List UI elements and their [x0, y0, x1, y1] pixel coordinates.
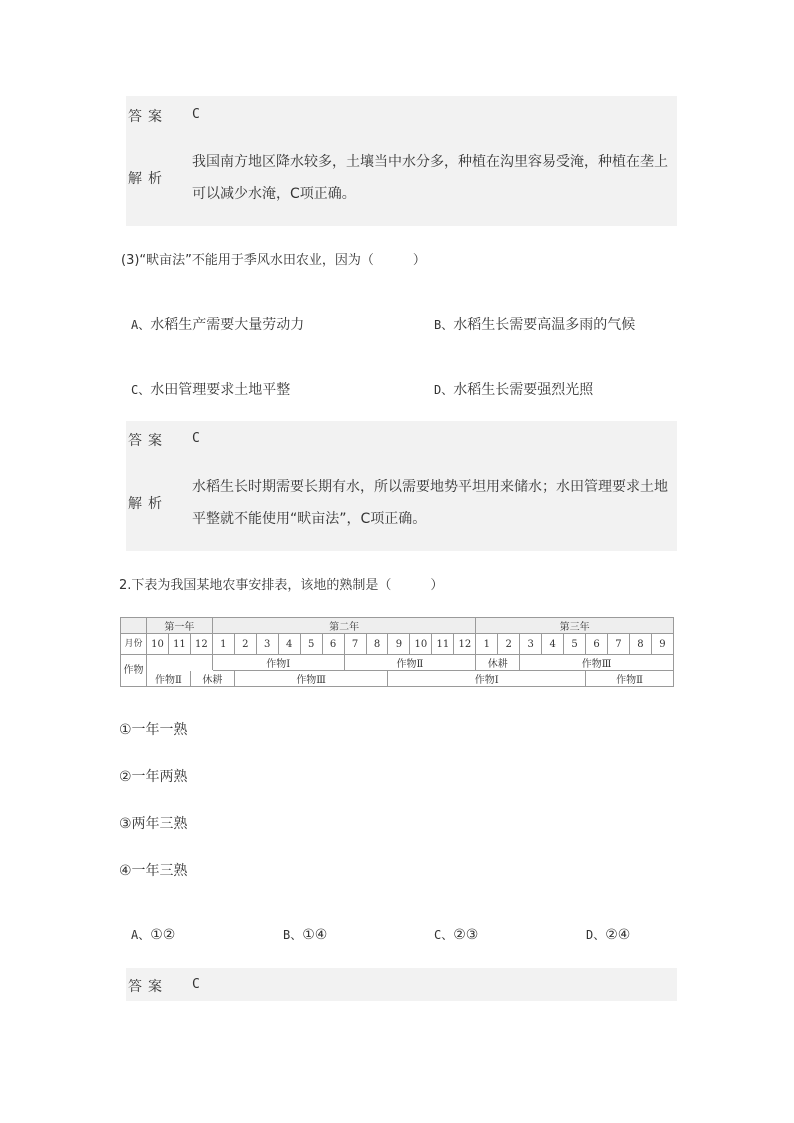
crop-cell: 作物Ⅱ [344, 655, 476, 671]
analysis-text [192, 146, 676, 210]
crop-cell: 作物Ⅱ [586, 671, 674, 687]
option-d[interactable] [586, 926, 630, 943]
month-cell: 4 [278, 634, 300, 655]
month-row [121, 634, 674, 655]
option-c[interactable] [131, 379, 290, 399]
analysis-line: 我国南方地区降水较多，土壤当中水分多，种植在沟里容易受淹，种植在垄上 [192, 154, 668, 170]
month-cell: 1 [212, 634, 234, 655]
answer-analysis-box-2 [126, 421, 677, 551]
option-letter: D、 [586, 928, 606, 942]
option-text: 水稻生长需要高温多雨的气候 [453, 317, 636, 333]
month-cell: 6 [322, 634, 344, 655]
option-text: 水稻生长需要强烈光照 [453, 382, 594, 398]
month-cell: 6 [586, 634, 608, 655]
crop-cell: 作物Ⅰ [212, 655, 344, 671]
option-text: 水稻生产需要大量劳动力 [150, 317, 305, 333]
month-cell: 3 [256, 634, 278, 655]
option-text: 水田管理要求土地平整 [150, 382, 291, 398]
option-c[interactable] [434, 926, 478, 943]
choice-item: ④一年三熟 [119, 863, 188, 879]
year-cell: 第三年 [476, 618, 674, 634]
option-d[interactable] [434, 379, 593, 399]
crop-row-2 [121, 671, 674, 687]
option-letter: A、 [131, 928, 151, 942]
question-stem: 2.下表为我国某地农事安排表，该地的熟制是（ ） [119, 578, 444, 593]
answer-box-3 [126, 968, 677, 1001]
month-cell: 3 [520, 634, 542, 655]
month-cell: 10 [147, 634, 169, 655]
option-b[interactable] [283, 926, 327, 943]
month-cell: 12 [190, 634, 212, 655]
option-letter: C、 [131, 383, 151, 397]
option-b[interactable] [434, 314, 635, 334]
crop-cell: 休耕 [190, 671, 234, 687]
crop-row-1 [121, 655, 674, 671]
month-cell: 7 [608, 634, 630, 655]
crop-cell: 作物Ⅱ [147, 671, 191, 687]
analysis-label: 解析 [128, 171, 168, 187]
month-cell: 10 [410, 634, 432, 655]
empty-cell [121, 618, 147, 634]
month-cell: 7 [344, 634, 366, 655]
month-cell: 5 [300, 634, 322, 655]
month-cell: 11 [432, 634, 454, 655]
answer-label: 答案 [128, 433, 168, 449]
choice-item: ③两年三熟 [119, 816, 188, 832]
analysis-line: 平整就不能使用“畎亩法”，C项正确。 [192, 511, 427, 527]
crop-cell: 作物Ⅰ [388, 671, 586, 687]
option-letter: D、 [434, 383, 454, 397]
answer-value: C [192, 977, 200, 992]
option-letter: C、 [434, 928, 454, 942]
crop-cell [147, 655, 213, 671]
crop-header: 作物 [121, 655, 147, 687]
answer-label: 答案 [128, 109, 168, 125]
analysis-line: 可以减少水淹，C项正确。 [192, 186, 356, 202]
analysis-label: 解析 [128, 496, 168, 512]
month-cell: 8 [629, 634, 651, 655]
year-row [121, 618, 674, 634]
month-cell: 8 [366, 634, 388, 655]
month-cell: 12 [454, 634, 476, 655]
crop-cell: 作物Ⅲ [234, 671, 388, 687]
farming-schedule-table [120, 617, 674, 687]
month-cell: 2 [234, 634, 256, 655]
answer-analysis-box-1 [126, 96, 677, 226]
month-cell: 9 [651, 634, 673, 655]
choice-item: ①一年一熟 [119, 722, 188, 738]
option-a[interactable] [131, 314, 304, 334]
month-cell: 1 [476, 634, 498, 655]
option-text: ②③ [453, 927, 479, 943]
analysis-text [192, 471, 676, 535]
crop-cell: 休耕 [476, 655, 520, 671]
answer-value: C [192, 431, 200, 446]
option-text: ①④ [302, 927, 328, 943]
question-stem: (3)“畎亩法”不能用于季风水田农业，因为（ ） [121, 253, 426, 268]
month-cell: 11 [168, 634, 190, 655]
option-letter: A、 [131, 318, 151, 332]
answer-label: 答案 [128, 979, 168, 995]
option-letter: B、 [283, 928, 303, 942]
option-text: ②④ [605, 927, 631, 943]
month-header: 月份 [121, 634, 147, 655]
option-a[interactable] [131, 926, 175, 943]
option-letter: B、 [434, 318, 454, 332]
month-cell: 5 [564, 634, 586, 655]
analysis-line: 水稻生长时期需要长期有水，所以需要地势平坦用来储水；水田管理要求土地 [192, 479, 668, 495]
year-cell: 第一年 [147, 618, 213, 634]
year-cell: 第二年 [212, 618, 475, 634]
choice-item: ②一年两熟 [119, 769, 188, 785]
answer-value: C [192, 107, 200, 122]
crop-cell: 作物Ⅲ [520, 655, 674, 671]
month-cell: 4 [542, 634, 564, 655]
month-cell: 9 [388, 634, 410, 655]
option-text: ①② [150, 927, 176, 943]
month-cell: 2 [498, 634, 520, 655]
